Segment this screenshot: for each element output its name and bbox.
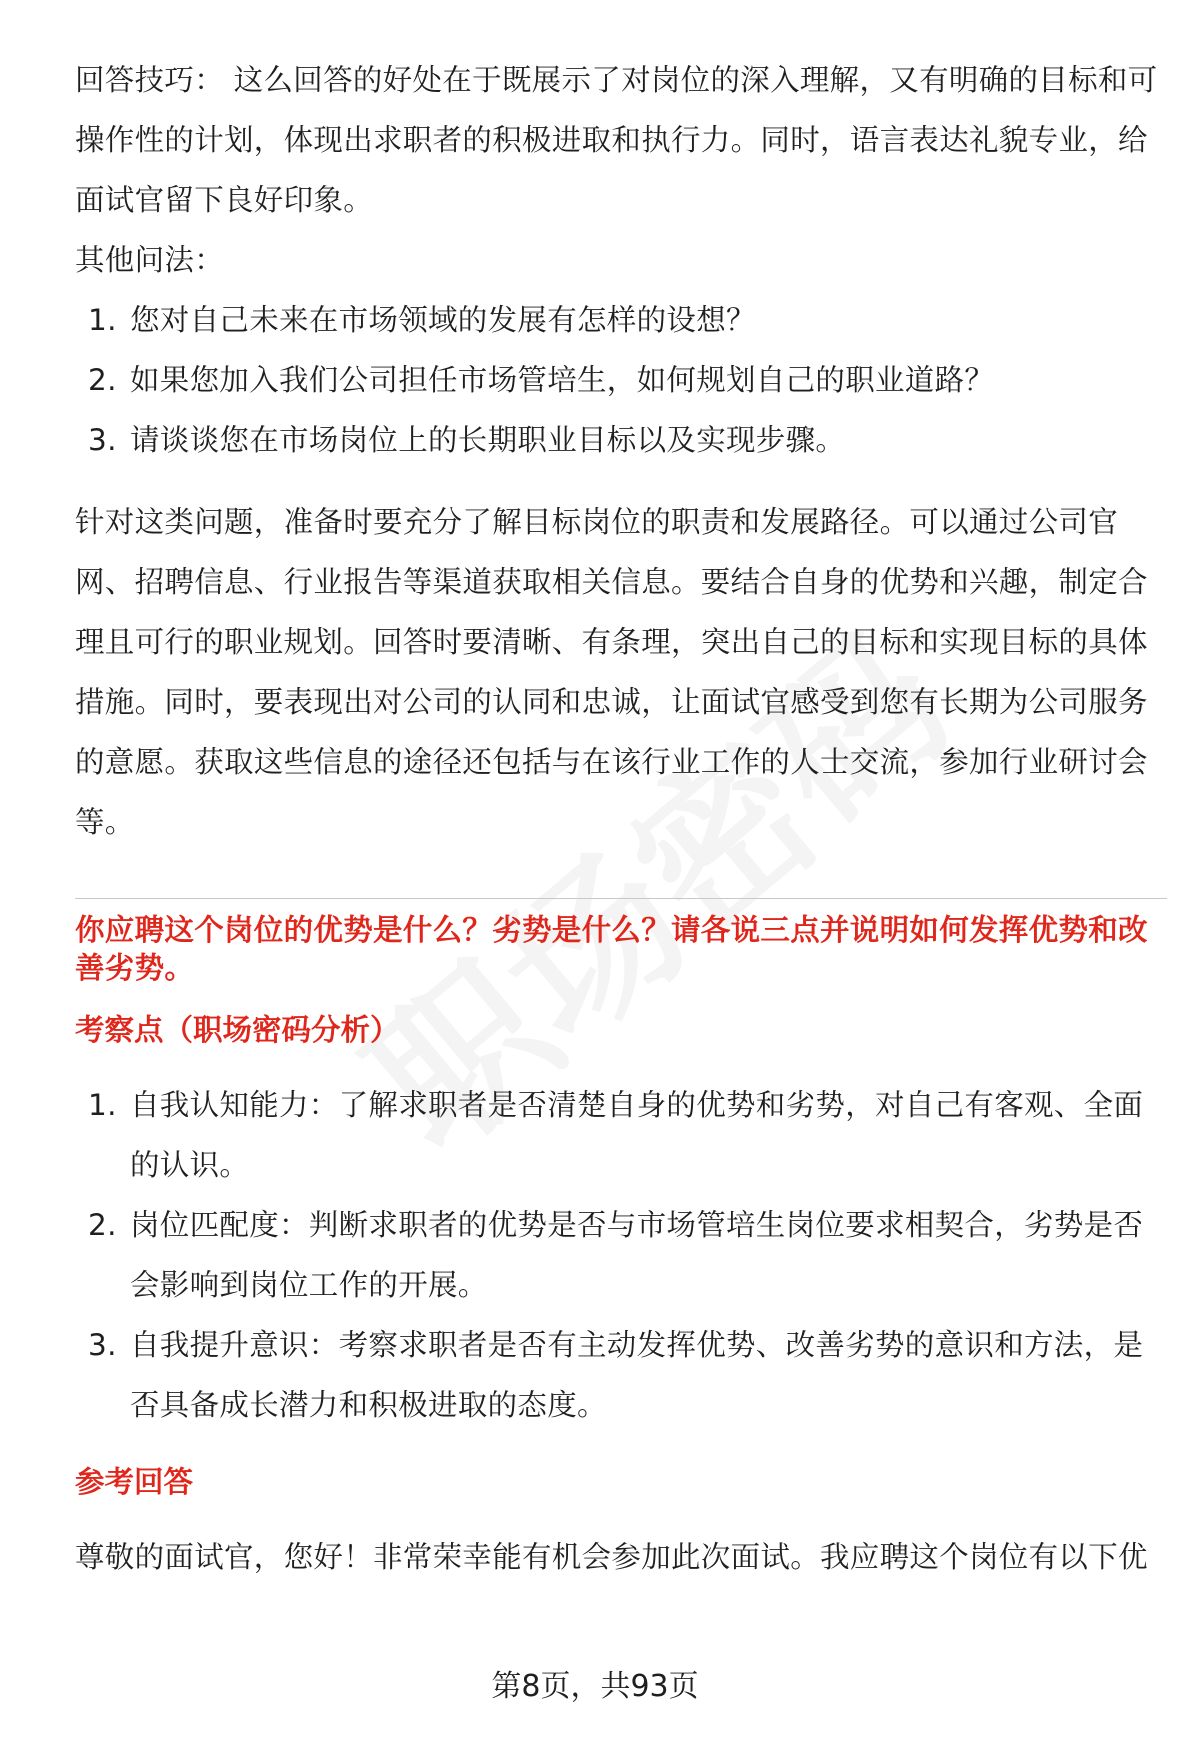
other-asks-label: 其他问法： bbox=[75, 243, 225, 277]
interview-question: 你应聘这个岗位的优势是什么？劣势是什么？请各说三点并说明如何发挥优势和改善劣势。 bbox=[75, 913, 1148, 985]
page-content bbox=[75, 50, 1167, 1587]
list-item: 3. 请谈谈您在市场岗位上的长期职业目标以及实现步骤。 bbox=[88, 423, 846, 457]
reference-answer-paragraph: 尊敬的面试官，您好！非常荣幸能有机会参加此次面试。我应聘这个岗位有以下优 bbox=[75, 1540, 1148, 1574]
exam-points-list bbox=[75, 1075, 1167, 1435]
other-asks-list bbox=[75, 290, 1167, 470]
list-item: 2. 岗位匹配度：判断求职者的优势是否与市场管培生岗位要求相契合，劣势是否会影响到岗位工作的开展。 bbox=[88, 1208, 1144, 1302]
preparation-paragraph: 针对这类问题，准备时要充分了解目标岗位的职责和发展路径。可以通过公司官网、招聘信息、行业报告等渠道获取相关信息。要结合自身的优势和兴趣，制定合理且可行的职业规划。回答时要清晰、有条理，突出自己的目标和实现目标的具体措施。同时，要表现出对公司的认同和忠诚，让面试官感受到您有长期为公司服务的意愿。获取这些信息的途径还包括与在该行业工作的人士交流，参加行业研讨会等。 bbox=[75, 505, 1148, 839]
list-item: 1. 您对自己未来在市场领域的发展有怎样的设想？ bbox=[88, 303, 756, 337]
exam-points-heading: 考察点（职场密码分析） bbox=[75, 1013, 400, 1047]
list-item: 3. 自我提升意识：考察求职者是否有主动发挥优势、改善劣势的意识和方法，是否具备成长潜力和积极进取的态度。 bbox=[88, 1328, 1144, 1422]
reference-answer-heading: 参考回答 bbox=[75, 1465, 194, 1499]
answer-tip-paragraph: 回答技巧： 这么回答的好处在于既展示了对岗位的深入理解，又有明确的目标和可操作性的计划，体现出求职者的积极进取和执行力。同时，语言表达礼貌专业，给面试官留下良好印象。 bbox=[75, 63, 1158, 217]
page-number-footer: 第8页，共93页 bbox=[491, 1669, 699, 1704]
list-item: 1. 自我认知能力：了解求职者是否清楚自身的优势和劣势，对自己有客观、全面的认识。 bbox=[88, 1088, 1144, 1182]
section-divider bbox=[75, 898, 1167, 899]
list-item: 2. 如果您加入我们公司担任市场管培生，如何规划自己的职业道路？ bbox=[88, 363, 995, 397]
